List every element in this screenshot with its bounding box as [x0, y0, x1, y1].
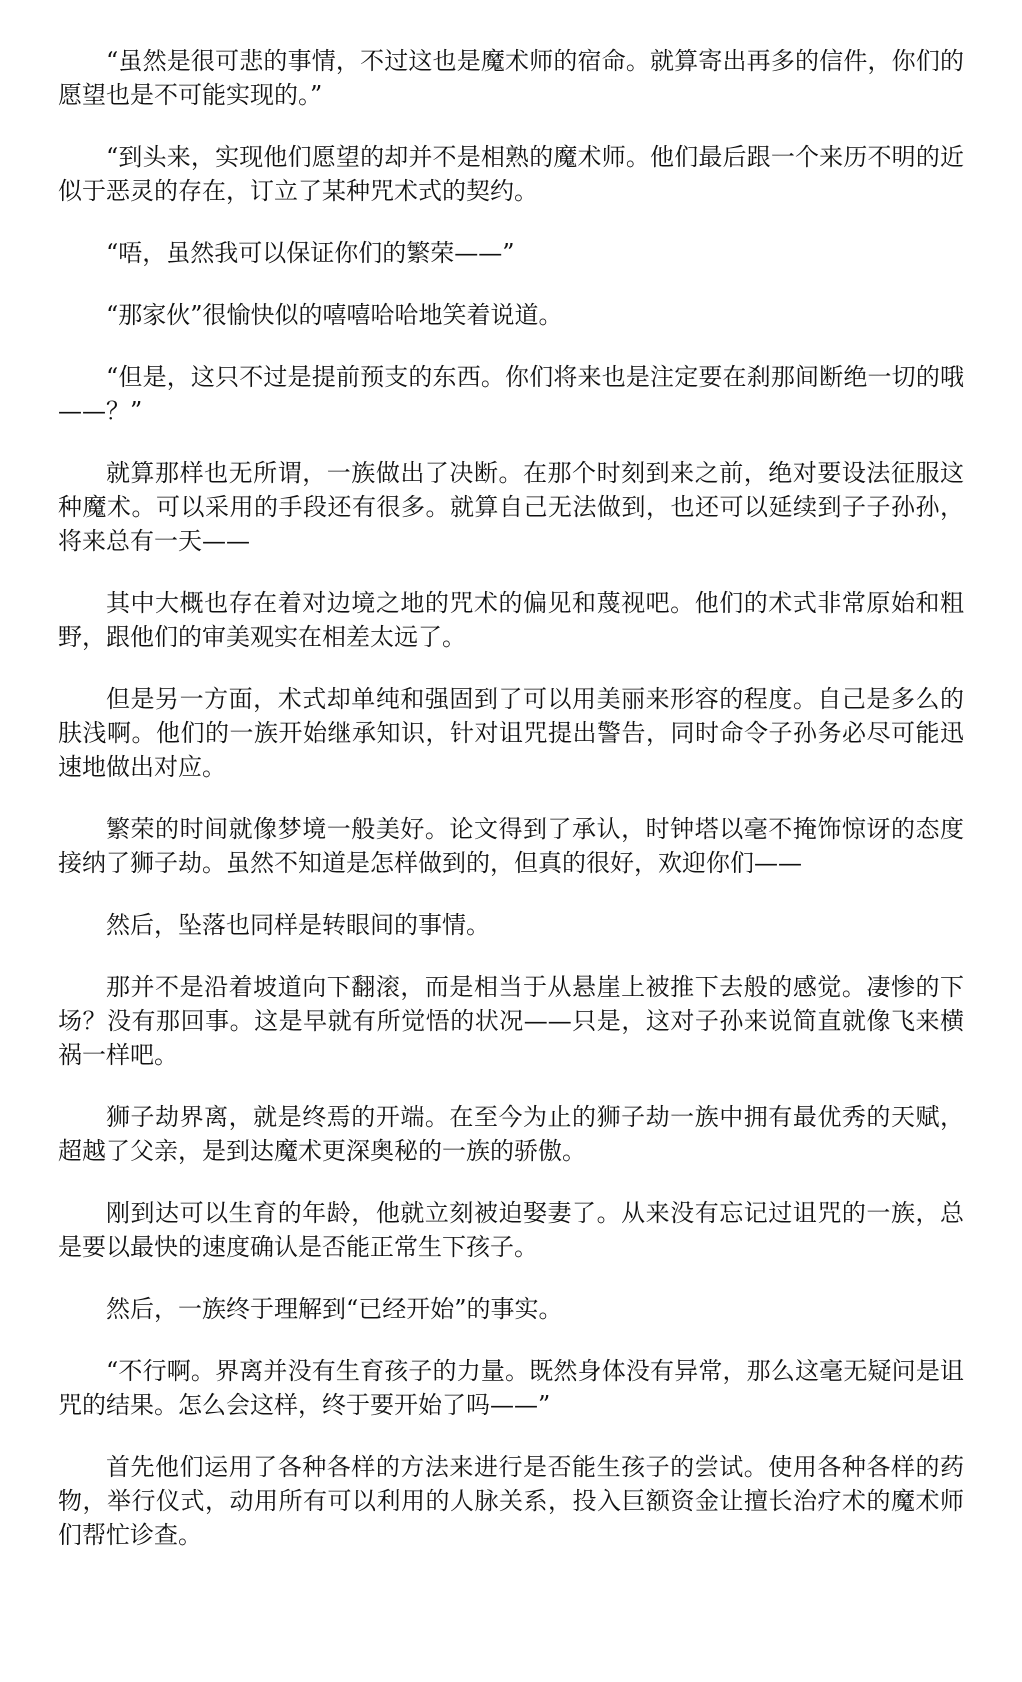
- paragraph: 狮子劫界离，就是终焉的开端。在至今为止的狮子劫一族中拥有最优秀的天赋，超越了父亲，是到达魔术更深奥秘的一族的骄傲。: [58, 1103, 964, 1165]
- paragraph: 但是另一方面，术式却单纯和强固到了可以用美丽来形容的程度。自己是多么的肤浅啊。他们的一族开始继承知识，针对诅咒提出警告，同时命令子孙务必尽可能迅速地做出对应。: [58, 685, 964, 781]
- paragraph: “不行啊。界离并没有生育孩子的力量。既然身体没有异常，那么这毫无疑问是诅咒的结果。怎么会这样，终于要开始了吗——”: [58, 1357, 964, 1419]
- document-page: [58, 44, 964, 1580]
- paragraph: “但是，这只不过是提前预支的东西。你们将来也是注定要在刹那间断绝一切的哦——？”: [58, 363, 964, 425]
- paragraph: “虽然是很可悲的事情，不过这也是魔术师的宿命。就算寄出再多的信件，你们的愿望也是不可能实现的。”: [58, 47, 964, 109]
- paragraph: 就算那样也无所谓，一族做出了决断。在那个时刻到来之前，绝对要设法征服这种魔术。可以采用的手段还有很多。就算自己无法做到，也还可以延续到子子孙孙，将来总有一天——: [58, 459, 964, 555]
- paragraph: 然后，一族终于理解到“已经开始”的事实。: [106, 1295, 563, 1323]
- paragraph: 首先他们运用了各种各样的方法来进行是否能生孩子的尝试。使用各种各样的药物，举行仪式，动用所有可以利用的人脉关系，投入巨额资金让擅长治疗术的魔术师们帮忙诊查。: [58, 1453, 964, 1549]
- paragraph: 然后，坠落也同样是转眼间的事情。: [106, 911, 490, 939]
- paragraph: 繁荣的时间就像梦境一般美好。论文得到了承认，时钟塔以毫不掩饰惊讶的态度接纳了狮子劫。虽然不知道是怎样做到的，但真的很好，欢迎你们——: [58, 815, 964, 877]
- paragraph: “到头来，实现他们愿望的却并不是相熟的魔术师。他们最后跟一个来历不明的近似于恶灵的存在，订立了某种咒术式的契约。: [58, 143, 964, 205]
- paragraph: “唔，虽然我可以保证你们的繁荣——”: [106, 239, 515, 267]
- paragraph: 那并不是沿着坡道向下翻滚，而是相当于从悬崖上被推下去般的感觉。凄惨的下场？没有那回事。这是早就有所觉悟的状况——只是，这对子孙来说简直就像飞来横祸一样吧。: [58, 973, 964, 1069]
- paragraph: 刚到达可以生育的年龄，他就立刻被迫娶妻了。从来没有忘记过诅咒的一族，总是要以最快的速度确认是否能正常生下孩子。: [58, 1199, 964, 1261]
- paragraph: “那家伙”很愉快似的嘻嘻哈哈地笑着说道。: [106, 301, 563, 329]
- paragraph: 其中大概也存在着对边境之地的咒术的偏见和蔑视吧。他们的术式非常原始和粗野，跟他们的审美观实在相差太远了。: [58, 589, 964, 651]
